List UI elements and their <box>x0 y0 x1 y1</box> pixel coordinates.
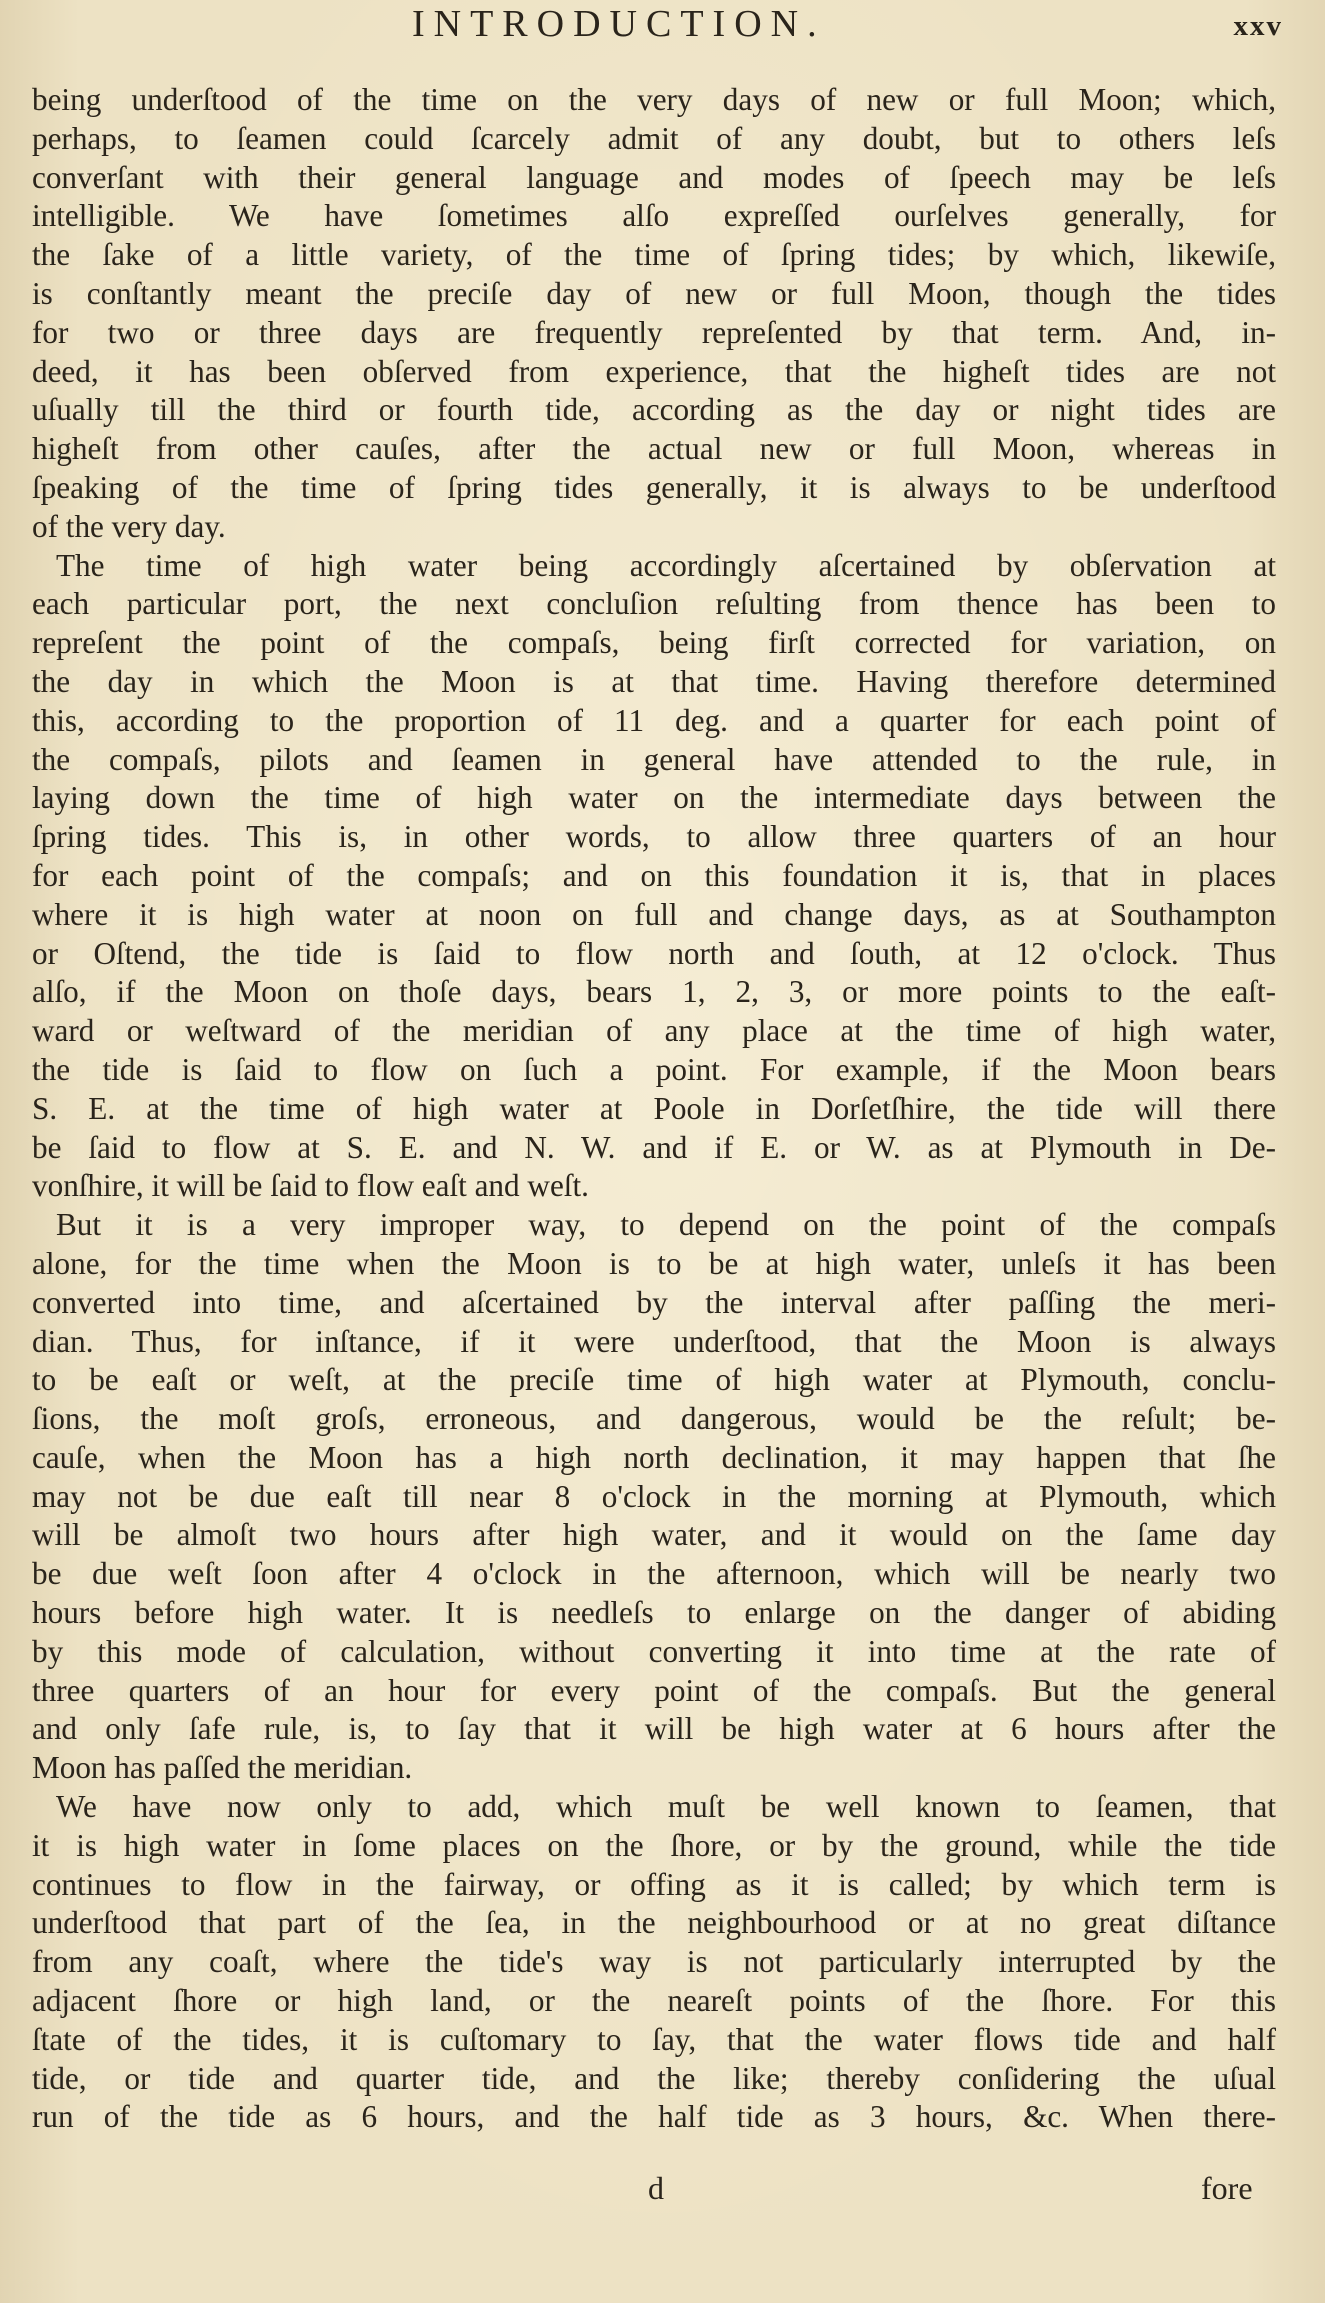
text-line: for two or three days are frequently repreſented by that term. And, in- <box>32 314 1276 350</box>
text-line: and only ſafe rule, is, to ſay that it will be high water at 6 hours after the <box>32 1711 1276 1747</box>
text-line: will be almoſt two hours after high water, and it would on the ſame day <box>32 1517 1276 1553</box>
text-line: may not be due eaſt till near 8 o'clock in the morning at Plymouth, which <box>32 1478 1276 1514</box>
page-number: xxv <box>1233 10 1283 42</box>
text-line: uſually till the third or fourth tide, according as the day or night tides are <box>32 392 1276 428</box>
text-line: where it is high water at noon on full and change days, as at Southampton <box>32 896 1276 932</box>
text-line: vonſhire, it will be ſaid to flow eaſt and weſt. <box>32 1168 589 1204</box>
text-line: hours before high water. It is needleſs to enlarge on the danger of abiding <box>32 1595 1276 1631</box>
text-line: be due weſt ſoon after 4 o'clock in the afternoon, which will be nearly two <box>32 1556 1276 1592</box>
text-line: three quarters of an hour for every point of the compaſs. But the general <box>32 1672 1276 1708</box>
text-line: laying down the time of high water on the intermediate days between the <box>32 780 1276 816</box>
page-header <box>0 0 1325 60</box>
text-line: ſions, the moſt groſs, erroneous, and dangerous, would be the reſult; be- <box>32 1401 1276 1437</box>
text-line: ward or weſtward of the meridian of any place at the time of high water, <box>32 1013 1276 1049</box>
text-line: or Oſtend, the tide is ſaid to flow north and ſouth, at 12 o'clock. Thus <box>32 935 1276 971</box>
text-line: tide, or tide and quarter tide, and the like; thereby conſidering the uſual <box>32 2060 1276 2096</box>
text-line: intelligible. We have ſometimes alſo expreſſed ourſelves generally, for <box>32 198 1276 234</box>
text-line: But it is a very improper way, to depend on the point of the compaſs <box>56 1207 1276 1243</box>
text-line: dian. Thus, for inſtance, if it were underſtood, that the Moon is always <box>32 1323 1276 1359</box>
text-line: adjacent ſhore or high land, or the neareſt points of the ſhore. For this <box>32 1983 1276 2019</box>
text-line: deed, it has been obſerved from experience, that the higheſt tides are not <box>32 353 1276 389</box>
catchword: fore <box>1201 2170 1253 2206</box>
text-line: alone, for the time when the Moon is to be at high water, unleſs it has been <box>32 1245 1276 1281</box>
text-line: alſo, if the Moon on thoſe days, bears 1, 2, 3, or more points to the eaſt- <box>32 974 1276 1010</box>
text-line: perhaps, to ſeamen could ſcarcely admit of any doubt, but to others leſs <box>32 120 1276 156</box>
text-line: for each point of the compaſs; and on this foundation it is, that in places <box>32 857 1276 893</box>
text-line: ſpeaking of the time of ſpring tides generally, it is always to be underſtood <box>32 469 1276 505</box>
signature-mark: d <box>648 2170 664 2206</box>
text-line: continues to flow in the fairway, or offing as it is called; by which term is <box>32 1866 1276 1902</box>
text-line: Moon has paſſed the meridian. <box>32 1750 413 1786</box>
text-line: is conſtantly meant the preciſe day of new or full Moon, though the tides <box>32 275 1276 311</box>
text-line: the day in which the Moon is at that time. Having therefore determined <box>32 663 1276 699</box>
text-line: ſtate of the tides, it is cuſtomary to ſay, that the water flows tide and half <box>32 2021 1276 2057</box>
text-line: of the very day. <box>32 508 226 544</box>
text-line: being underſtood of the time on the very days of new or full Moon; which, <box>32 82 1276 117</box>
text-line: We have now only to add, which muſt be well known to ſeamen, that <box>56 1789 1276 1825</box>
body-text <box>32 81 1276 2137</box>
text-line: converted into time, and aſcertained by the interval after paſſing the meri- <box>32 1284 1276 1320</box>
text-line: cauſe, when the Moon has a high north declination, it may happen that ſhe <box>32 1439 1276 1475</box>
text-line: it is high water in ſome places on the ſhore, or by the ground, while the tide <box>32 1827 1276 1863</box>
text-line: The time of high water being accordingly aſcertained by obſervation at <box>56 547 1276 583</box>
text-line: S. E. at the time of high water at Poole in Dorſetſhire, the tide will there <box>32 1090 1276 1126</box>
text-line: ſpring tides. This is, in other words, to allow three quarters of an hour <box>32 819 1276 855</box>
text-line: from any coaſt, where the tide's way is not particularly interrupted by the <box>32 1944 1276 1980</box>
running-title: INTRODUCTION. <box>412 3 826 45</box>
text-line: to be eaſt or weſt, at the preciſe time of high water at Plymouth, conclu- <box>32 1362 1276 1398</box>
text-line: by this mode of calculation, without converting it into time at the rate of <box>32 1633 1276 1669</box>
text-line: underſtood that part of the ſea, in the neighbourhood or at no great diſtance <box>32 1905 1276 1941</box>
text-line: converſant with their general language and modes of ſpeech may be leſs <box>32 159 1276 195</box>
text-line: the tide is ſaid to flow on ſuch a point. For example, if the Moon bears <box>32 1051 1276 1087</box>
text-line: each particular port, the next concluſion reſulting from thence has been to <box>32 586 1276 622</box>
page-footer <box>0 2170 1325 2230</box>
text-line: higheſt from other cauſes, after the actual new or full Moon, whereas in <box>32 431 1276 467</box>
text-line: the compaſs, pilots and ſeamen in general have attended to the rule, in <box>32 741 1276 777</box>
text-line: run of the tide as 6 hours, and the half tide as 3 hours, &c. When there- <box>32 2099 1276 2135</box>
text-line: repreſent the point of the compaſs, being firſt corrected for variation, on <box>32 625 1276 661</box>
text-line: be ſaid to flow at S. E. and N. W. and if E. or W. as at Plymouth in De- <box>32 1129 1276 1165</box>
text-line: this, according to the proportion of 11 deg. and a quarter for each point of <box>32 702 1276 738</box>
text-line: the ſake of a little variety, of the time of ſpring tides; by which, likewiſe, <box>32 237 1276 273</box>
